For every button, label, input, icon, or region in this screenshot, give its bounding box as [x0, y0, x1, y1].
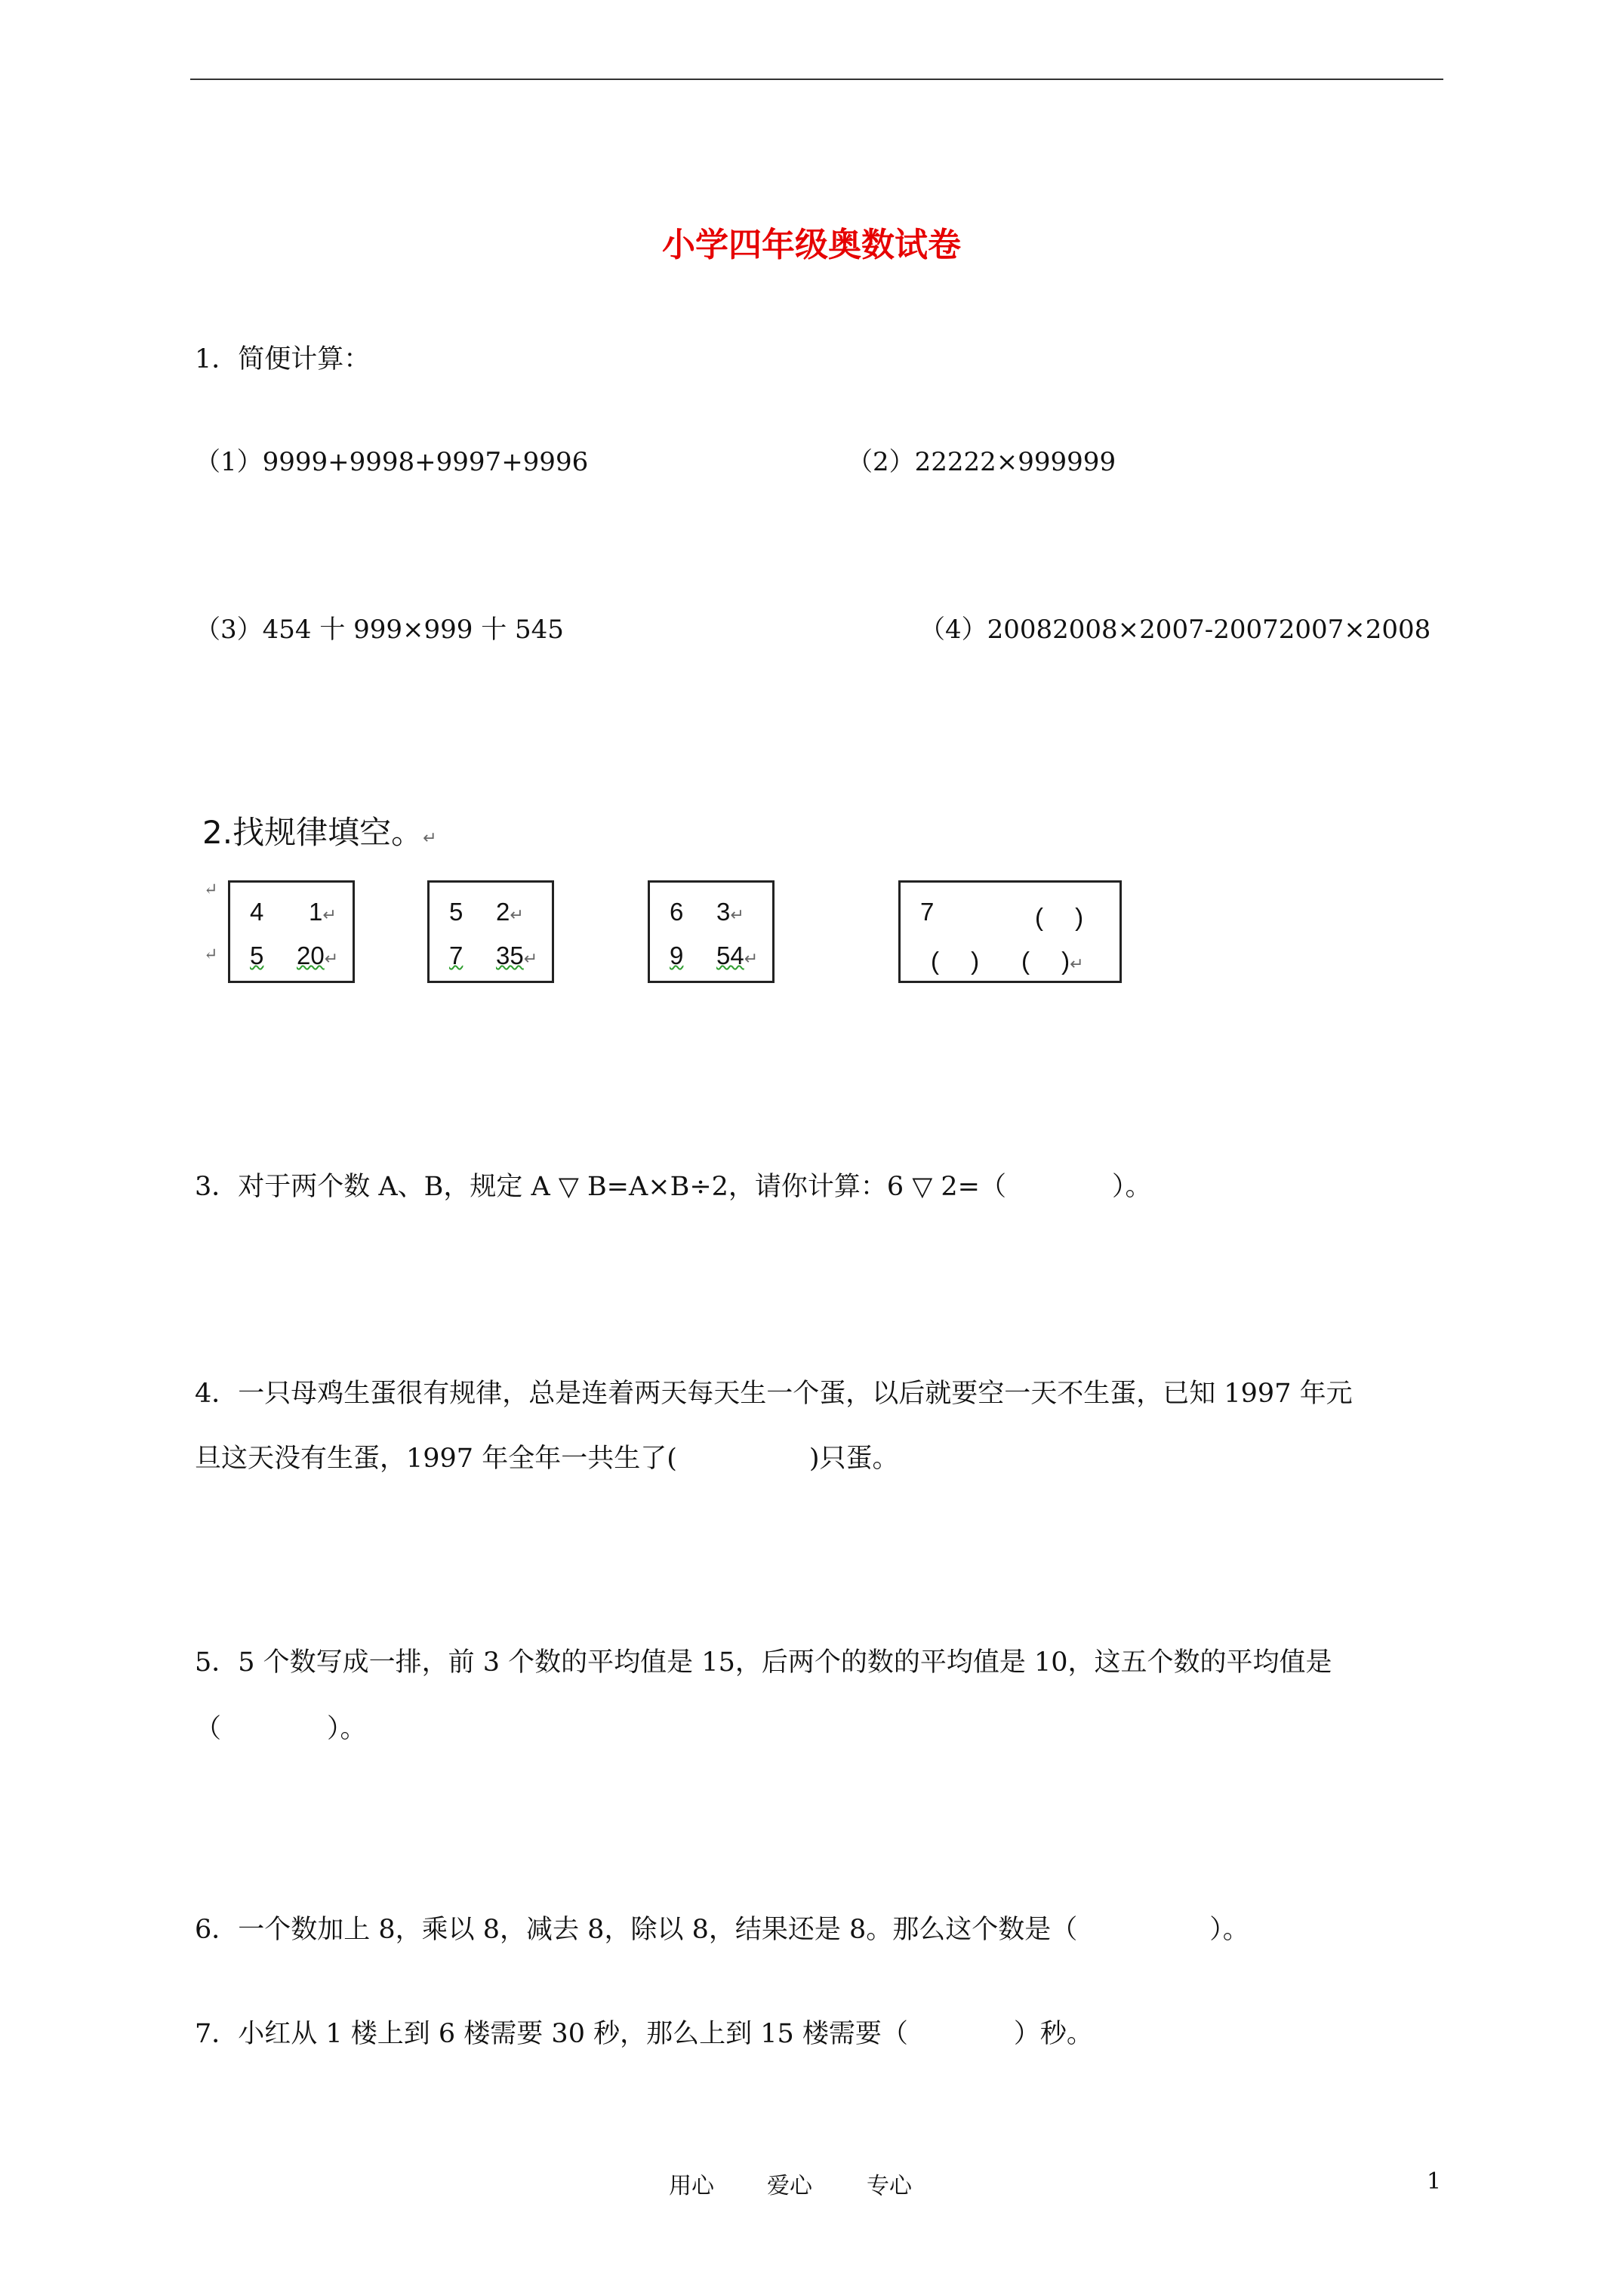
- box-cell: [716, 942, 758, 970]
- box-cell-value: 3: [716, 898, 731, 926]
- question-4-line-2: 旦这天没有生蛋，1997 年全年一共生了( )只蛋。: [195, 1444, 899, 1474]
- box-cell-value: 9: [670, 942, 684, 969]
- box-cell: [449, 942, 463, 970]
- pattern-box-3: [648, 880, 775, 983]
- question-1-part-3: （3）454 十 999×999 十 545: [195, 615, 564, 645]
- question-1-part-1: （1）9999+9998+9997+9996: [195, 447, 589, 477]
- paragraph-mark: ↵: [204, 945, 218, 964]
- box-cell: [716, 898, 744, 926]
- page-title: 小学四年级奥数试卷: [662, 226, 961, 264]
- footer-word-3: 专心: [867, 2173, 912, 2199]
- box-cell-value: 1: [309, 898, 323, 926]
- paragraph-mark: ↵: [324, 949, 339, 968]
- footer-word-2: 爱心: [767, 2173, 812, 2199]
- page-number: 1: [1427, 2168, 1442, 2195]
- paragraph-mark: ↵: [730, 905, 744, 924]
- box-cell: [496, 898, 524, 926]
- paragraph-mark: ↵: [523, 949, 538, 968]
- question-5-line-1: 5．5 个数写成一排，前 3 个数的平均值是 15，后两个的数的平均值是 10，这五个数的平均值是: [195, 1647, 1332, 1678]
- box-cell-value: 20: [297, 942, 325, 969]
- box-cell: [670, 942, 683, 970]
- pattern-box-2: [427, 880, 554, 983]
- box-cell: [496, 942, 537, 970]
- question-1-part-4: （4）20082008×2007-20072007×2008: [919, 615, 1431, 645]
- box-cell-value: 5: [250, 942, 264, 969]
- box-cell-value: 2: [496, 898, 510, 926]
- box-cell: [250, 942, 263, 970]
- question-2-label: [202, 808, 437, 853]
- box-cell: [297, 942, 338, 970]
- box-cell-value: ( ): [1021, 947, 1070, 975]
- box-cell-value: 54: [716, 942, 744, 969]
- header-rule: [190, 79, 1443, 80]
- box-blank: [1021, 942, 1084, 977]
- box-blank: ( ): [1035, 903, 1084, 931]
- question-2-text: 2.找规律填空。: [202, 814, 423, 851]
- pattern-box-4: [898, 880, 1122, 983]
- question-1-label: 1．简便计算：: [195, 344, 371, 374]
- box-cell-value: 35: [496, 942, 524, 969]
- question-7: 7．小红从 1 楼上到 6 楼需要 30 秒，那么上到 15 楼需要（ ）秒。: [195, 2019, 1093, 2049]
- box-cell: 5: [449, 898, 463, 926]
- box-blank: ( ): [931, 947, 980, 975]
- paragraph-mark: ↵: [423, 829, 437, 848]
- question-6: 6．一个数加上 8，乘以 8，减去 8，除以 8，结果还是 8。那么这个数是（ ）。: [195, 1915, 1249, 1945]
- box-cell: [309, 898, 337, 926]
- paragraph-mark: ↵: [204, 880, 218, 899]
- question-3: 3．对于两个数 A、B，规定 A ▽ B=A×B÷2，请你计算：6 ▽ 2=（ ）。: [195, 1172, 1152, 1202]
- footer-word-1: 用心: [669, 2173, 714, 2199]
- paragraph-mark: ↵: [322, 905, 337, 924]
- box-cell: 6: [670, 898, 684, 926]
- paragraph-mark: ↵: [744, 949, 759, 968]
- box-cell: 4: [250, 898, 264, 926]
- paragraph-mark: ↵: [510, 905, 524, 924]
- box-cell-value: 7: [449, 942, 463, 969]
- paragraph-mark: ↵: [1070, 954, 1084, 973]
- question-4-line-1: 4．一只母鸡生蛋很有规律，总是连着两天每天生一个蛋，以后就要空一天不生蛋，已知 1997 年元: [195, 1379, 1353, 1409]
- box-cell: 7: [920, 898, 935, 926]
- pattern-box-1: [228, 880, 355, 983]
- question-5-line-2: （ ）。: [195, 1714, 367, 1744]
- question-1-part-2: （2）22222×999999: [847, 447, 1116, 477]
